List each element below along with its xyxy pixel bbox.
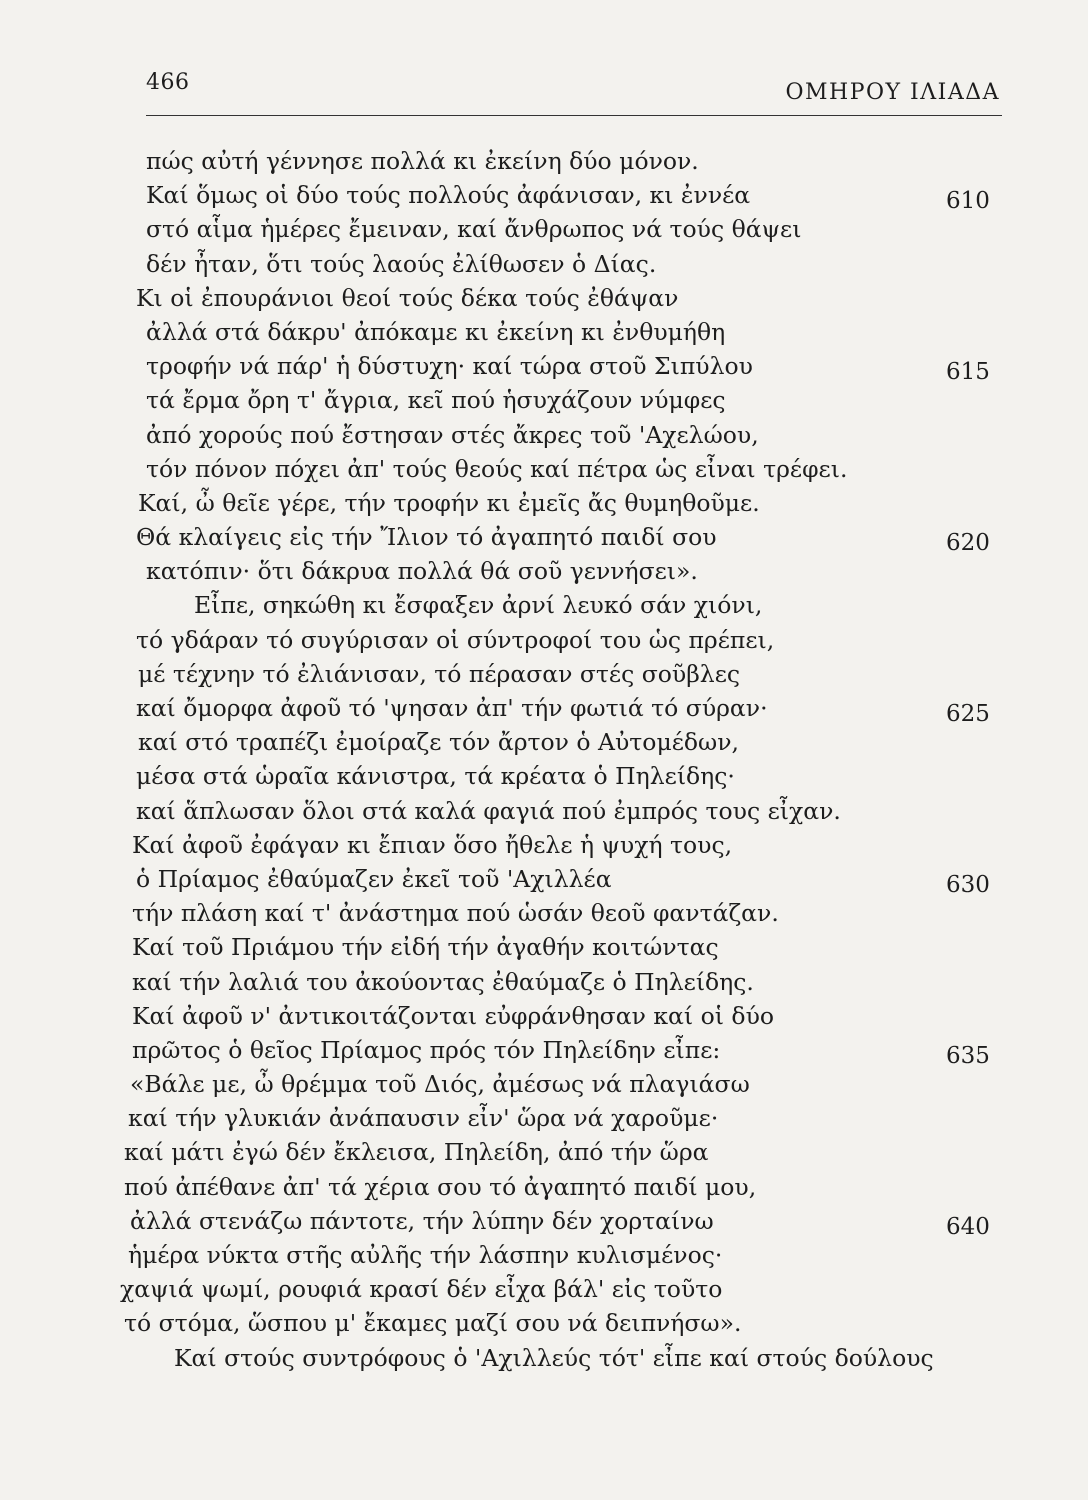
verse-line [0,1067,1088,1101]
verse-text: χαψιά ψωμί, ρουφιά κρασί δέν εἶχα βάλ' εἰς τοῦτο [120,1275,723,1304]
verse-text: ἀλλά στενάζω πάντοτε, τήν λύπην δέν χορταίνω [130,1206,714,1235]
verse-line [0,452,1088,486]
verse-text: Καί τοῦ Πριάμου τήν εἰδή τήν ἀγαθήν κοιτώντας [132,933,719,962]
verse-line [0,281,1088,315]
verse-text: κατόπιν· ὅτι δάκρυα πολλά θά σοῦ γεννήσει». [146,557,698,586]
verse-line [0,554,1088,588]
verse-text: καί ὄμορφα ἀφοῦ τό 'ψησαν ἀπ' τήν φωτιά τό σύραν· [136,694,768,722]
verse-text: τό στόμα, ὥσπου μ' ἔκαμες μαζί σου νά δειπνήσω». [124,1309,742,1338]
verse-line [0,178,1088,215]
verse-line [0,1306,1088,1340]
poem-text [0,144,1088,1375]
verse-line [0,862,1088,896]
verse-line [0,349,1088,386]
verse-line [0,1272,1088,1306]
verse-text: ἀπό χορούς πού ἔστησαν στές ἄκρες τοῦ 'Αχελώου, [146,420,759,449]
verse-line [0,623,1088,657]
verse-line [0,144,1088,178]
running-title: ΟΜΗΡΟΥ ΙΛΙΑΔΑ [785,80,1000,105]
verse-line [0,828,1088,862]
verse-text: ἡμέρα νύκτα στῆς αὐλῆς τήν λάσπην κυλισμένος· [128,1241,723,1269]
verse-line [0,418,1088,452]
verse-line [0,999,1088,1033]
verse-text: Καί στούς συντρόφους ὁ 'Αχιλλεύς τότ' εἶπε καί στούς δούλους [174,1343,934,1372]
verse-text: τό γδάραν τό συγύρισαν οἱ σύντροφοί του ὡς πρέπει, [136,625,775,654]
verse-text: τροφήν νά πάρ' ἡ δύστυχη· καί τώρα στοῦ Σιπύλου [146,352,753,381]
page-number: 466 [146,70,190,95]
verse-line [0,520,1088,557]
verse-line [0,1170,1088,1204]
verse-text: Καί ἀφοῦ ν' ἀντικοιτάζονται εὐφράνθησαν καί οἱ δύο [132,1001,775,1030]
verse-text: τόν πόνον πόχει ἀπ' τούς θεούς καί πέτρα ὡς εἶναι τρέφει. [146,454,848,483]
verse-text: Κι οἱ ἐπουράνιοι θεοί τούς δέκα τούς ἐθάψαν [136,283,679,312]
verse-line [0,725,1088,759]
line-number: 630 [946,871,990,898]
verse-line [0,588,1088,622]
verse-text: καί μάτι ἐγώ δέν ἔκλεισα, Πηλείδη, ἀπό τήν ὥρα [124,1138,709,1167]
verse-line [0,930,1088,964]
verse-line [0,383,1088,417]
verse-text: τήν πλάση καί τ' ἀνάστημα πού ὡσάν θεοῦ φαντάζαν. [132,899,779,928]
verse-text: Θά κλαίγεις εἰς τήν Ἴλιον τό ἀγαπητό παιδί σου [136,523,717,552]
verse-text: ὁ Πρίαμος ἐθαύμαζεν ἐκεῖ τοῦ 'Αχιλλέα [136,864,612,893]
verse-text: Εἶπε, σηκώθη κι ἔσφαξεν ἀρνί λευκό σάν χιόνι, [194,591,763,620]
verse-text: Καί ἀφοῦ ἐφάγαν κι ἔπιαν ὅσο ἤθελε ἡ ψυχή τους, [132,830,733,859]
verse-line [0,1101,1088,1135]
verse-line [0,965,1088,999]
line-number: 640 [946,1213,990,1240]
verse-text: πού ἀπέθανε ἀπ' τά χέρια σου τό ἀγαπητό παιδί μου, [124,1172,757,1201]
verse-text: καί τήν λαλιά του ἀκούοντας ἐθαύμαζε ὁ Πηλείδης. [132,967,754,996]
verse-text: καί στό τραπέζι ἐμοίραζε τόν ἄρτον ὁ Αὐτομέδων, [138,728,739,757]
verse-line [0,1204,1088,1238]
verse-text: καί ἅπλωσαν ὅλοι στά καλά φαγιά πού ἐμπρός τους εἶχαν. [136,796,841,825]
verse-text: πρῶτος ὁ θεῖος Πρίαμος πρός τόν Πηλείδην εἶπε: [132,1035,721,1064]
verse-line [0,1033,1088,1067]
verse-line [0,794,1088,828]
verse-line [0,247,1088,281]
verse-line [0,315,1088,349]
verse-text: στό αἷμα ἡμέρες ἔμειναν, καί ἄνθρωπος νά τούς θάψει [146,215,802,244]
line-number: 615 [946,359,990,386]
verse-line [0,657,1088,691]
verse-text: Καί ὅμως οἱ δύο τούς πολλούς ἀφάνισαν, κι ἐννέα [146,181,751,210]
verse-text: καί τήν γλυκιάν ἀνάπαυσιν εἶν' ὥρα νά χαροῦμε· [128,1104,719,1133]
verse-text: «Βάλε με, ὦ θρέμμα τοῦ Διός, ἀμέσως νά πλαγιάσω [130,1070,750,1099]
verse-text: μέ τέχνην τό ἐλιάνισαν, τό πέρασαν στές σοῦβλες [138,659,741,688]
verse-line [0,212,1088,246]
verse-line [0,896,1088,930]
verse-line [0,1341,1088,1375]
header-rule [146,115,1002,116]
verse-text: μέσα στά ὡραῖα κάνιστρα, τά κρέατα ὁ Πηλείδης· [136,762,735,791]
verse-line [0,486,1088,520]
line-number: 620 [946,530,990,557]
verse-text: δέν ἦταν, ὅτι τούς λαούς ἐλίθωσεν ὁ Δίας. [146,249,657,278]
verse-text: ἀλλά στά δάκρυ' ἀπόκαμε κι ἐκείνη κι ἐνθυμήθη [146,317,726,346]
verse-line [0,1135,1088,1169]
verse-text: Καί, ὦ θεῖε γέρε, τήν τροφήν κι ἐμεῖς ἄς θυμηθοῦμε. [138,488,760,517]
line-number: 635 [946,1042,990,1069]
verse-line [0,691,1088,725]
verse-text: πώς αὐτή γέννησε πολλά κι ἐκείνη δύο μόνον. [146,147,699,175]
verse-line [0,1238,1088,1272]
verse-text: τά ἔρμα ὄρη τ' ἄγρια, κεῖ πού ἡσυχάζουν νύμφες [146,386,726,415]
verse-line [0,759,1088,793]
line-number: 610 [946,188,990,215]
line-number: 625 [946,701,990,727]
